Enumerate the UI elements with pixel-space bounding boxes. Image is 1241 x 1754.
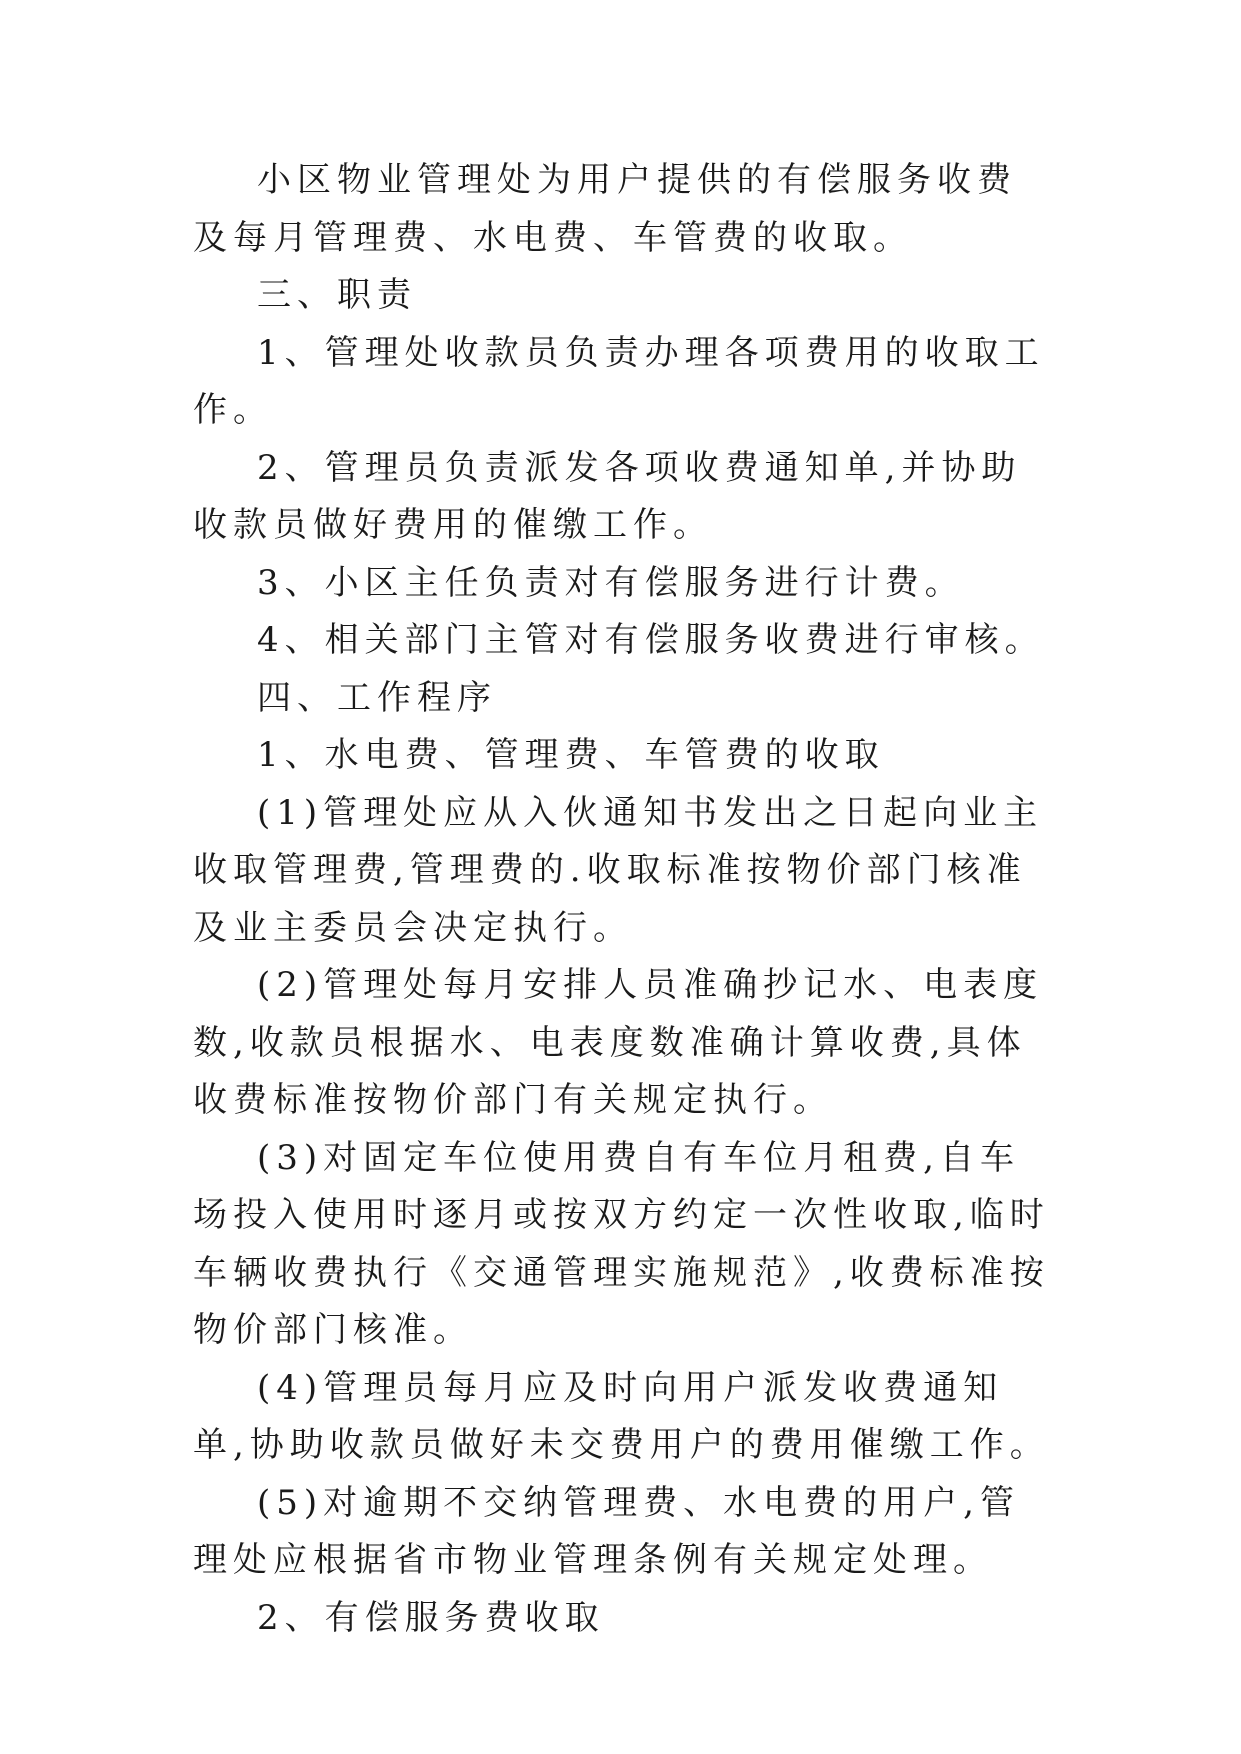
responsibility-item-2: 2、管理员负责派发各项收费通知单,并协助收款员做好费用的催缴工作。	[193, 447, 1022, 545]
responsibility-item-1: 1、管理处收款员负责办理各项费用的收取工作。	[193, 332, 1045, 430]
responsibility-item-3: 3、小区主任负责对有偿服务进行计费。	[257, 562, 965, 603]
procedure-step-1: (1)管理处应从入伙通知书发出之日起向业主收取管理费,管理费的.收取标准按物价部门核准及业主委员会决定执行。	[193, 792, 1044, 948]
procedure-section-2: 2、有偿服务费收取	[257, 1597, 605, 1638]
procedure-step-4: (4)管理员每月应及时向用户派发收费通知单,协助收款员做好未交费用户的费用催缴工作。	[193, 1367, 1050, 1465]
procedure-step-2: (2)管理处每月安排人员准确抄记水、电表度数,收款员根据水、电表度数准确计算收费,具体收费标准按物价部门有关规定执行。	[193, 965, 1044, 1120]
heading-responsibilities: 三、职责	[257, 275, 417, 315]
document-body	[193, 152, 1053, 1647]
paragraph-scope: 小区物业管理处为用户提供的有偿服务收费及每月管理费、水电费、车管费的收取。	[193, 160, 1017, 258]
procedure-step-3: (3)对固定车位使用费自有车位月租费,自车场投入使用时逐月或按双方约定一次性收取,临时车辆收费执行《交通管理实施规范》,收费标准按物价部门核准。	[193, 1137, 1050, 1350]
procedure-section-1: 1、水电费、管理费、车管费的收取	[257, 735, 885, 775]
procedure-step-5: (5)对逾期不交纳管理费、水电费的用户,管理处应根据省市物业管理条例有关规定处理。	[193, 1482, 1020, 1580]
heading-procedure: 四、工作程序	[257, 677, 497, 718]
responsibility-item-4: 4、相关部门主管对有偿服务收费进行审核。	[257, 620, 1045, 660]
